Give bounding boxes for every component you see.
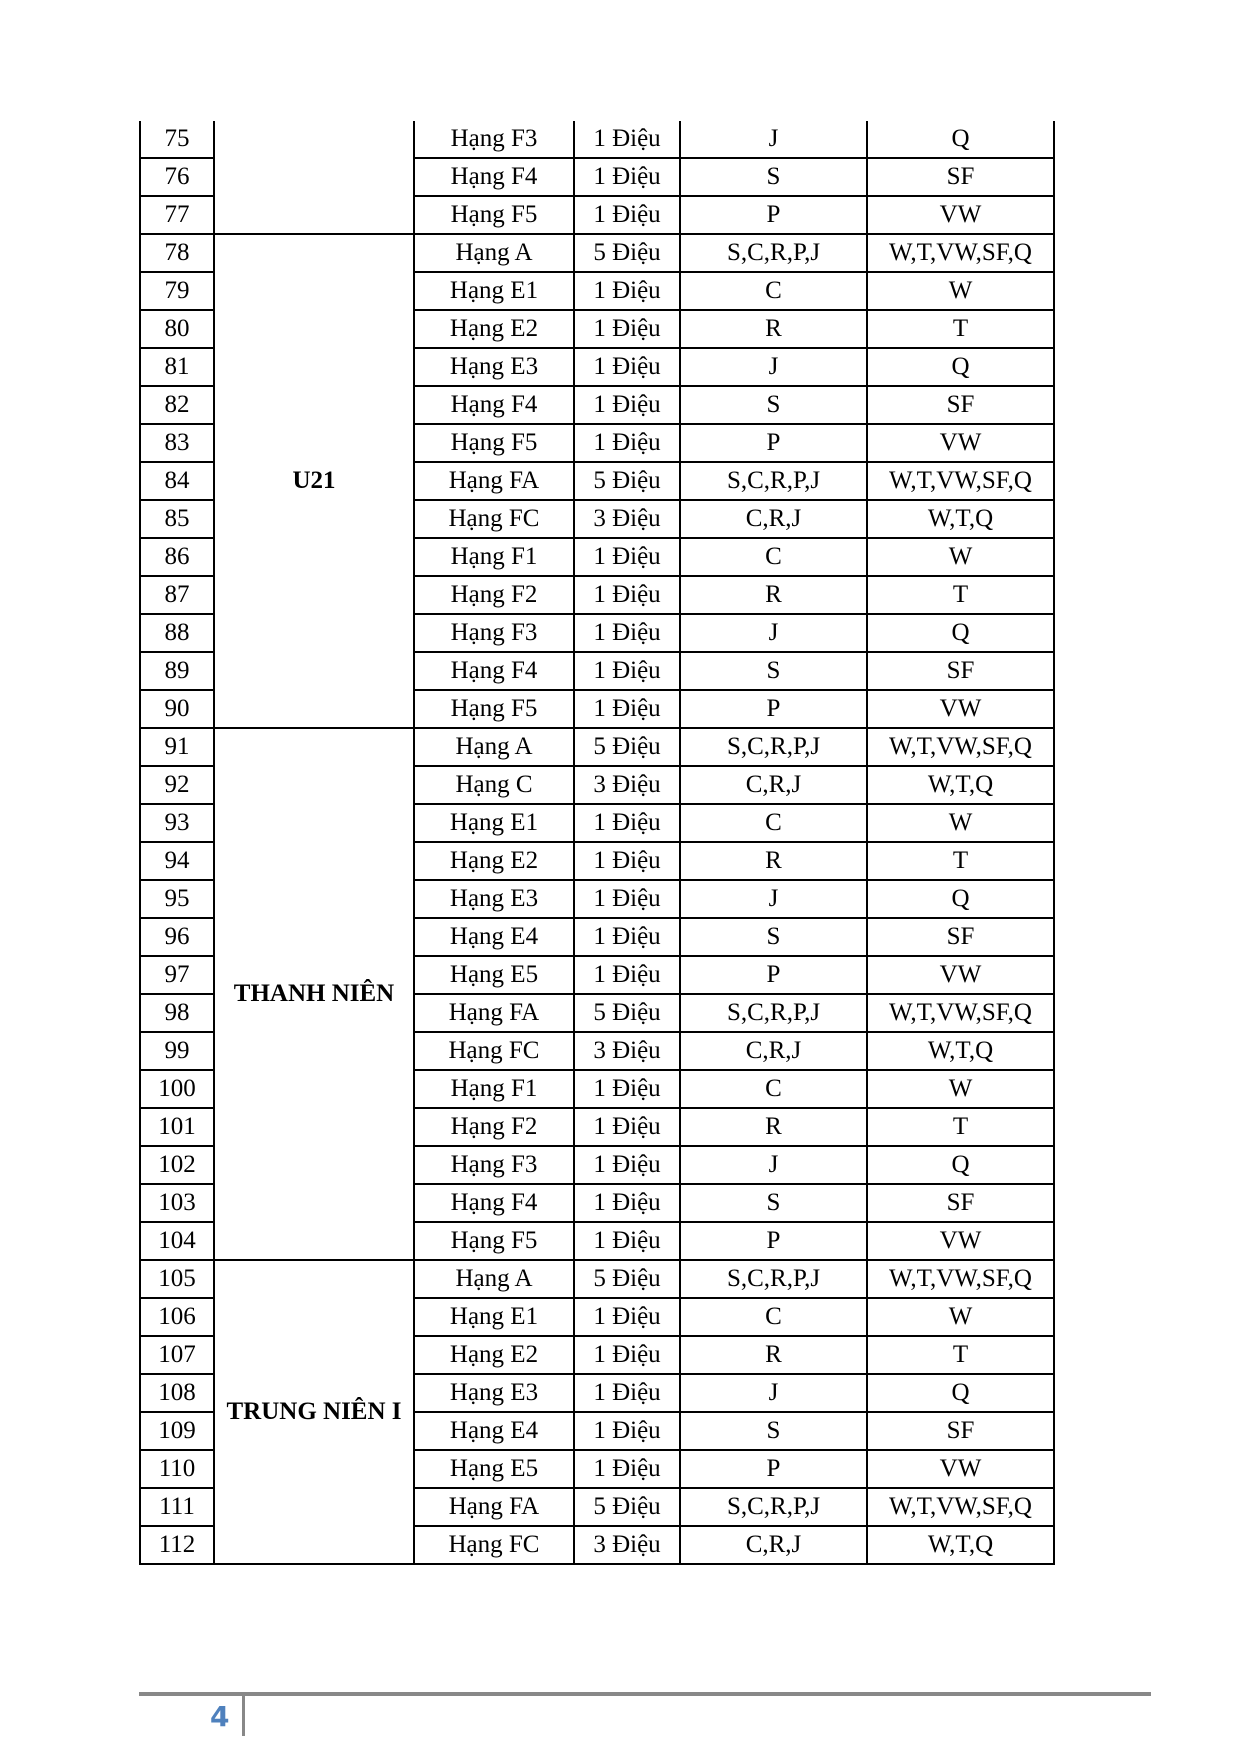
- rank-cell: Hạng FC: [414, 1526, 574, 1564]
- standard-codes-cell: Q: [867, 348, 1054, 386]
- rank-cell: Hạng FC: [414, 500, 574, 538]
- standard-codes-cell: W: [867, 804, 1054, 842]
- latin-codes-cell: R: [680, 576, 867, 614]
- row-number-cell: 97: [140, 956, 214, 994]
- dance-count-cell: 1 Điệu: [574, 918, 680, 956]
- latin-codes-cell: J: [680, 1146, 867, 1184]
- row-number-cell: 85: [140, 500, 214, 538]
- row-number-cell: 105: [140, 1260, 214, 1298]
- row-number-cell: 110: [140, 1450, 214, 1488]
- latin-codes-cell: S,C,R,P,J: [680, 234, 867, 272]
- dance-count-cell: 1 Điệu: [574, 1450, 680, 1488]
- dance-count-cell: 1 Điệu: [574, 310, 680, 348]
- rank-cell: Hạng F5: [414, 196, 574, 234]
- table-row: [140, 728, 1054, 766]
- latin-codes-cell: S: [680, 652, 867, 690]
- rank-cell: Hạng F5: [414, 690, 574, 728]
- rank-cell: Hạng E5: [414, 1450, 574, 1488]
- standard-codes-cell: W: [867, 1070, 1054, 1108]
- row-number-cell: 108: [140, 1374, 214, 1412]
- dance-count-cell: 1 Điệu: [574, 386, 680, 424]
- page-number: 4: [210, 1700, 230, 1733]
- rank-cell: Hạng E1: [414, 1298, 574, 1336]
- rank-cell: Hạng C: [414, 766, 574, 804]
- latin-codes-cell: J: [680, 1374, 867, 1412]
- standard-codes-cell: W,T,VW,SF,Q: [867, 462, 1054, 500]
- rank-cell: Hạng F4: [414, 1184, 574, 1222]
- latin-codes-cell: P: [680, 1222, 867, 1260]
- standard-codes-cell: SF: [867, 158, 1054, 196]
- row-number-cell: 100: [140, 1070, 214, 1108]
- latin-codes-cell: P: [680, 196, 867, 234]
- dance-count-cell: 1 Điệu: [574, 1298, 680, 1336]
- standard-codes-cell: VW: [867, 690, 1054, 728]
- dance-count-cell: 5 Điệu: [574, 1260, 680, 1298]
- dance-count-cell: 5 Điệu: [574, 994, 680, 1032]
- standard-codes-cell: Q: [867, 614, 1054, 652]
- standard-codes-cell: SF: [867, 1412, 1054, 1450]
- rank-cell: Hạng F5: [414, 1222, 574, 1260]
- latin-codes-cell: S,C,R,P,J: [680, 1488, 867, 1526]
- dance-count-cell: 3 Điệu: [574, 500, 680, 538]
- latin-codes-cell: S,C,R,P,J: [680, 728, 867, 766]
- row-number-cell: 111: [140, 1488, 214, 1526]
- row-number-cell: 79: [140, 272, 214, 310]
- standard-codes-cell: W,T,VW,SF,Q: [867, 994, 1054, 1032]
- standard-codes-cell: T: [867, 1336, 1054, 1374]
- row-number-cell: 90: [140, 690, 214, 728]
- standard-codes-cell: T: [867, 310, 1054, 348]
- standard-codes-cell: T: [867, 576, 1054, 614]
- latin-codes-cell: J: [680, 880, 867, 918]
- latin-codes-cell: J: [680, 614, 867, 652]
- row-number-cell: 78: [140, 234, 214, 272]
- standard-codes-cell: W,T,Q: [867, 1032, 1054, 1070]
- latin-codes-cell: S,C,R,P,J: [680, 462, 867, 500]
- latin-codes-cell: S: [680, 1412, 867, 1450]
- dance-count-cell: 1 Điệu: [574, 1374, 680, 1412]
- row-number-cell: 91: [140, 728, 214, 766]
- rank-cell: Hạng E5: [414, 956, 574, 994]
- standard-codes-cell: T: [867, 1108, 1054, 1146]
- dance-count-cell: 3 Điệu: [574, 1526, 680, 1564]
- row-number-cell: 76: [140, 158, 214, 196]
- dance-count-cell: 1 Điệu: [574, 956, 680, 994]
- row-number-cell: 82: [140, 386, 214, 424]
- standard-codes-cell: VW: [867, 196, 1054, 234]
- rank-cell: Hạng F1: [414, 1070, 574, 1108]
- latin-codes-cell: P: [680, 690, 867, 728]
- latin-codes-cell: S,C,R,P,J: [680, 994, 867, 1032]
- dance-count-cell: 1 Điệu: [574, 1222, 680, 1260]
- table-body: [140, 121, 1054, 1564]
- standard-codes-cell: VW: [867, 1450, 1054, 1488]
- latin-codes-cell: S: [680, 386, 867, 424]
- standard-codes-cell: Q: [867, 1146, 1054, 1184]
- dance-count-cell: 3 Điệu: [574, 766, 680, 804]
- rank-cell: Hạng F4: [414, 158, 574, 196]
- row-number-cell: 94: [140, 842, 214, 880]
- standard-codes-cell: Q: [867, 121, 1054, 158]
- row-number-cell: 107: [140, 1336, 214, 1374]
- rank-cell: Hạng E4: [414, 1412, 574, 1450]
- row-number-cell: 109: [140, 1412, 214, 1450]
- rank-cell: Hạng A: [414, 234, 574, 272]
- row-number-cell: 102: [140, 1146, 214, 1184]
- group-label-cell: THANH NIÊN: [214, 728, 414, 1260]
- table-row: [140, 121, 1054, 158]
- dance-count-cell: 1 Điệu: [574, 348, 680, 386]
- rank-cell: Hạng F3: [414, 614, 574, 652]
- dance-count-cell: 5 Điệu: [574, 1488, 680, 1526]
- latin-codes-cell: J: [680, 348, 867, 386]
- rank-cell: Hạng FA: [414, 462, 574, 500]
- rank-cell: Hạng A: [414, 728, 574, 766]
- rank-cell: Hạng F2: [414, 1108, 574, 1146]
- row-number-cell: 80: [140, 310, 214, 348]
- row-number-cell: 87: [140, 576, 214, 614]
- rank-cell: Hạng E2: [414, 1336, 574, 1374]
- row-number-cell: 89: [140, 652, 214, 690]
- standard-codes-cell: W,T,VW,SF,Q: [867, 728, 1054, 766]
- dance-count-cell: 1 Điệu: [574, 614, 680, 652]
- dance-count-cell: 1 Điệu: [574, 1336, 680, 1374]
- latin-codes-cell: C: [680, 804, 867, 842]
- rank-cell: Hạng E2: [414, 842, 574, 880]
- dance-count-cell: 1 Điệu: [574, 121, 680, 158]
- latin-codes-cell: C: [680, 272, 867, 310]
- standard-codes-cell: W,T,VW,SF,Q: [867, 1488, 1054, 1526]
- row-number-cell: 75: [140, 121, 214, 158]
- group-label-cell: [214, 121, 414, 234]
- standard-codes-cell: W: [867, 1298, 1054, 1336]
- group-label-cell: U21: [214, 234, 414, 728]
- row-number-cell: 106: [140, 1298, 214, 1336]
- latin-codes-cell: S: [680, 158, 867, 196]
- dance-count-cell: 1 Điệu: [574, 1146, 680, 1184]
- row-number-cell: 88: [140, 614, 214, 652]
- standard-codes-cell: SF: [867, 1184, 1054, 1222]
- latin-codes-cell: R: [680, 1336, 867, 1374]
- dance-count-cell: 5 Điệu: [574, 462, 680, 500]
- table-row: [140, 234, 1054, 272]
- standard-codes-cell: Q: [867, 1374, 1054, 1412]
- latin-codes-cell: C,R,J: [680, 1032, 867, 1070]
- rank-cell: Hạng FA: [414, 1488, 574, 1526]
- dance-count-cell: 1 Điệu: [574, 158, 680, 196]
- row-number-cell: 101: [140, 1108, 214, 1146]
- rank-cell: Hạng E3: [414, 880, 574, 918]
- rank-cell: Hạng E3: [414, 1374, 574, 1412]
- row-number-cell: 96: [140, 918, 214, 956]
- dance-count-cell: 1 Điệu: [574, 1108, 680, 1146]
- row-number-cell: 86: [140, 538, 214, 576]
- latin-codes-cell: J: [680, 121, 867, 158]
- rank-cell: Hạng FA: [414, 994, 574, 1032]
- row-number-cell: 81: [140, 348, 214, 386]
- footer-divider: [242, 1692, 245, 1736]
- rank-cell: Hạng E3: [414, 348, 574, 386]
- latin-codes-cell: C: [680, 1298, 867, 1336]
- dance-count-cell: 1 Điệu: [574, 842, 680, 880]
- latin-codes-cell: C: [680, 1070, 867, 1108]
- standard-codes-cell: W,T,Q: [867, 766, 1054, 804]
- latin-codes-cell: C,R,J: [680, 766, 867, 804]
- standard-codes-cell: W,T,Q: [867, 500, 1054, 538]
- footer-rule: [139, 1692, 1151, 1696]
- latin-codes-cell: C,R,J: [680, 1526, 867, 1564]
- standard-codes-cell: VW: [867, 1222, 1054, 1260]
- latin-codes-cell: S: [680, 918, 867, 956]
- dance-count-cell: 1 Điệu: [574, 1070, 680, 1108]
- dance-count-cell: 1 Điệu: [574, 538, 680, 576]
- rank-cell: Hạng FC: [414, 1032, 574, 1070]
- standard-codes-cell: W: [867, 272, 1054, 310]
- row-number-cell: 99: [140, 1032, 214, 1070]
- rank-cell: Hạng F2: [414, 576, 574, 614]
- dance-count-cell: 1 Điệu: [574, 196, 680, 234]
- dance-count-cell: 1 Điệu: [574, 424, 680, 462]
- latin-codes-cell: P: [680, 424, 867, 462]
- row-number-cell: 95: [140, 880, 214, 918]
- standard-codes-cell: SF: [867, 652, 1054, 690]
- standard-codes-cell: W: [867, 538, 1054, 576]
- row-number-cell: 104: [140, 1222, 214, 1260]
- standard-codes-cell: W,T,VW,SF,Q: [867, 1260, 1054, 1298]
- dance-count-cell: 1 Điệu: [574, 272, 680, 310]
- row-number-cell: 98: [140, 994, 214, 1032]
- latin-codes-cell: C,R,J: [680, 500, 867, 538]
- row-number-cell: 103: [140, 1184, 214, 1222]
- rank-cell: Hạng E1: [414, 272, 574, 310]
- dance-count-cell: 5 Điệu: [574, 234, 680, 272]
- latin-codes-cell: R: [680, 1108, 867, 1146]
- row-number-cell: 77: [140, 196, 214, 234]
- latin-codes-cell: C: [680, 538, 867, 576]
- standard-codes-cell: T: [867, 842, 1054, 880]
- standard-codes-cell: VW: [867, 424, 1054, 462]
- dance-count-cell: 1 Điệu: [574, 1184, 680, 1222]
- dance-count-cell: 1 Điệu: [574, 576, 680, 614]
- latin-codes-cell: S: [680, 1184, 867, 1222]
- rank-cell: Hạng F5: [414, 424, 574, 462]
- row-number-cell: 112: [140, 1526, 214, 1564]
- dance-count-cell: 5 Điệu: [574, 728, 680, 766]
- latin-codes-cell: R: [680, 842, 867, 880]
- rank-cell: Hạng E1: [414, 804, 574, 842]
- dance-count-cell: 1 Điệu: [574, 804, 680, 842]
- rank-cell: Hạng F3: [414, 121, 574, 158]
- standard-codes-cell: Q: [867, 880, 1054, 918]
- competition-table: [139, 121, 1055, 1565]
- group-label-cell: TRUNG NIÊN I: [214, 1260, 414, 1564]
- rank-cell: Hạng E2: [414, 310, 574, 348]
- latin-codes-cell: P: [680, 956, 867, 994]
- latin-codes-cell: R: [680, 310, 867, 348]
- standard-codes-cell: W,T,VW,SF,Q: [867, 234, 1054, 272]
- row-number-cell: 92: [140, 766, 214, 804]
- table-row: [140, 1260, 1054, 1298]
- rank-cell: Hạng F3: [414, 1146, 574, 1184]
- row-number-cell: 83: [140, 424, 214, 462]
- latin-codes-cell: P: [680, 1450, 867, 1488]
- dance-count-cell: 1 Điệu: [574, 880, 680, 918]
- dance-count-cell: 3 Điệu: [574, 1032, 680, 1070]
- dance-count-cell: 1 Điệu: [574, 1412, 680, 1450]
- rank-cell: Hạng F4: [414, 652, 574, 690]
- dance-count-cell: 1 Điệu: [574, 690, 680, 728]
- dance-count-cell: 1 Điệu: [574, 652, 680, 690]
- standard-codes-cell: VW: [867, 956, 1054, 994]
- rank-cell: Hạng F4: [414, 386, 574, 424]
- standard-codes-cell: W,T,Q: [867, 1526, 1054, 1564]
- rank-cell: Hạng F1: [414, 538, 574, 576]
- rank-cell: Hạng E4: [414, 918, 574, 956]
- standard-codes-cell: SF: [867, 386, 1054, 424]
- row-number-cell: 93: [140, 804, 214, 842]
- rank-cell: Hạng A: [414, 1260, 574, 1298]
- latin-codes-cell: S,C,R,P,J: [680, 1260, 867, 1298]
- standard-codes-cell: SF: [867, 918, 1054, 956]
- row-number-cell: 84: [140, 462, 214, 500]
